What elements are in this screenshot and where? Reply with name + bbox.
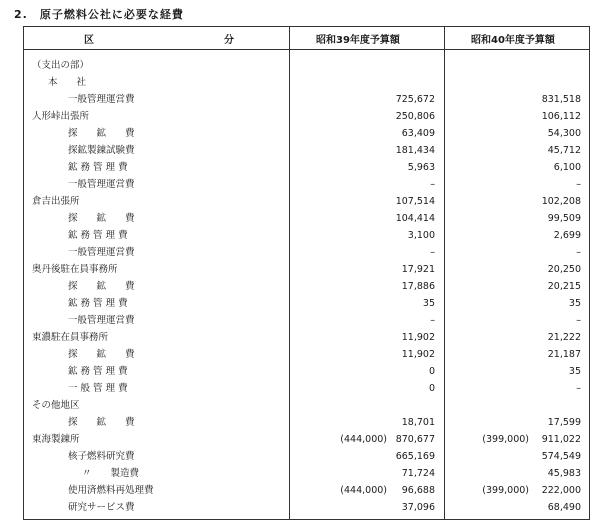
fy39-amount: 3,100 [407, 230, 435, 241]
header-category: 区 分 [84, 35, 234, 46]
table-row [24, 448, 589, 465]
fy39-amount: 250,806 [395, 111, 435, 122]
fy40-amount: – [576, 179, 581, 190]
fy40-amount: 99,509 [547, 213, 581, 224]
fy39-amount: 17,921 [401, 264, 435, 275]
fy39-amount: 71,724 [401, 468, 435, 479]
fy40-amount: 20,250 [547, 264, 581, 275]
row-label: 探鉱製錬試験費 [68, 145, 135, 156]
fy40-amount: 102,208 [541, 196, 581, 207]
row-label: 〃 製造費 [82, 468, 140, 479]
row-label: 鉱 務 管 理 費 [68, 162, 128, 173]
fy40-amount: 35 [568, 366, 581, 377]
row-label: 一 般 管 理 費 [68, 383, 128, 394]
fy39-amount: 63,409 [401, 128, 435, 139]
table-row [24, 227, 589, 244]
fy40-amount: 17,599 [547, 417, 581, 428]
table-row [24, 380, 589, 397]
row-label: 鉱 務 管 理 費 [68, 230, 128, 241]
row-label: 鉱 務 管 理 費 [68, 366, 128, 377]
row-label: 本 社 [48, 77, 87, 88]
fy40-amount: 21,222 [547, 332, 581, 343]
row-label: 奥丹後駐在員事務所 [32, 264, 118, 275]
row-label: 一般管理運営費 [68, 94, 135, 105]
budget-table [23, 26, 590, 520]
fy40-amount: 831,518 [541, 94, 581, 105]
row-label: 人形峠出張所 [32, 111, 90, 122]
table-row [24, 176, 589, 193]
table-row [24, 244, 589, 261]
table-row [24, 363, 589, 380]
row-label: 東海製錬所 [32, 434, 80, 445]
row-label: 核子燃料研究費 [68, 451, 135, 462]
fy39-amount: 17,886 [401, 281, 435, 292]
table-row [24, 295, 589, 312]
table-row [24, 142, 589, 159]
row-label: 研究サービス費 [68, 502, 135, 513]
row-label: 一般管理運営費 [68, 179, 135, 190]
table-row [24, 346, 589, 363]
fy39-amount: – [430, 179, 435, 190]
fy39-amount: – [430, 315, 435, 326]
table-row [24, 482, 589, 499]
row-label: 鉱 務 管 理 費 [68, 298, 128, 309]
fy39-amount: 11,902 [401, 332, 435, 343]
fy39-amount: 104,414 [395, 213, 435, 224]
header-fy40: 昭和40年度予算額 [471, 35, 555, 46]
fy39-amount: 181,434 [395, 145, 435, 156]
row-label: 探 鉱 費 [68, 349, 135, 360]
fy40-amount: 574,549 [541, 451, 581, 462]
table-row [24, 465, 589, 482]
fy40-amount: 35 [568, 298, 581, 309]
fy39-amount: 0 [428, 383, 435, 394]
table-row [24, 108, 589, 125]
fy40-amount: 54,300 [547, 128, 581, 139]
row-label: （支出の部） [32, 60, 90, 71]
fy39-amount: 18,701 [401, 417, 435, 428]
fy40-parenthetical: (399,000) [482, 434, 529, 445]
fy39-amount: 870,677 [395, 434, 435, 445]
fy40-amount: 20,215 [547, 281, 581, 292]
table-row [24, 125, 589, 142]
table-row [24, 397, 589, 414]
fy40-amount: 45,983 [547, 468, 581, 479]
fy39-amount: 11,902 [401, 349, 435, 360]
section-heading: 2. 原子燃料公社に必要な経費 [14, 8, 184, 21]
row-label: 東濃駐在員事務所 [32, 332, 109, 343]
row-label: 一般管理運営費 [68, 247, 135, 258]
table-row [24, 57, 589, 74]
fy39-parenthetical: (444,000) [340, 434, 387, 445]
table-row [24, 193, 589, 210]
table-row [24, 312, 589, 329]
table-row [24, 431, 589, 448]
fy40-amount: 45,712 [547, 145, 581, 156]
fy40-amount: 6,100 [553, 162, 581, 173]
fy40-amount: 68,490 [547, 502, 581, 513]
row-label: 倉吉出張所 [32, 196, 80, 207]
fy40-amount: 911,022 [541, 434, 581, 445]
fy39-parenthetical: (444,000) [340, 485, 387, 496]
fy39-amount: 725,672 [395, 94, 435, 105]
fy39-amount: 5,963 [407, 162, 435, 173]
row-label: 探 鉱 費 [68, 417, 135, 428]
table-row [24, 159, 589, 176]
table-row [24, 414, 589, 431]
fy40-amount: – [576, 383, 581, 394]
fy39-amount: 0 [428, 366, 435, 377]
row-label: 探 鉱 費 [68, 281, 135, 292]
row-label: 使用済燃料再処理費 [68, 485, 154, 496]
fy39-amount: 35 [422, 298, 435, 309]
fy40-amount: 106,112 [541, 111, 581, 122]
fy40-amount: 21,187 [547, 349, 581, 360]
fy39-amount: 37,096 [401, 502, 435, 513]
fy40-amount: – [576, 247, 581, 258]
fy39-amount: 107,514 [395, 196, 435, 207]
fy40-amount: 2,699 [553, 230, 581, 241]
table-row [24, 261, 589, 278]
table-row [24, 278, 589, 295]
table-row [24, 329, 589, 346]
table-row [24, 210, 589, 227]
fy40-amount: 222,000 [541, 485, 581, 496]
fy39-amount: 96,688 [401, 485, 435, 496]
row-label: その他地区 [32, 400, 80, 411]
fy40-parenthetical: (399,000) [482, 485, 529, 496]
table-row [24, 499, 589, 516]
header-divider [24, 49, 589, 50]
fy40-amount: – [576, 315, 581, 326]
row-label: 探 鉱 費 [68, 128, 135, 139]
header-fy39: 昭和39年度予算額 [316, 35, 400, 46]
fy39-amount: – [430, 247, 435, 258]
table-row [24, 91, 589, 108]
row-label: 探 鉱 費 [68, 213, 135, 224]
row-label: 一般管理運営費 [68, 315, 135, 326]
table-row [24, 74, 589, 91]
fy39-amount: 665,169 [395, 451, 435, 462]
